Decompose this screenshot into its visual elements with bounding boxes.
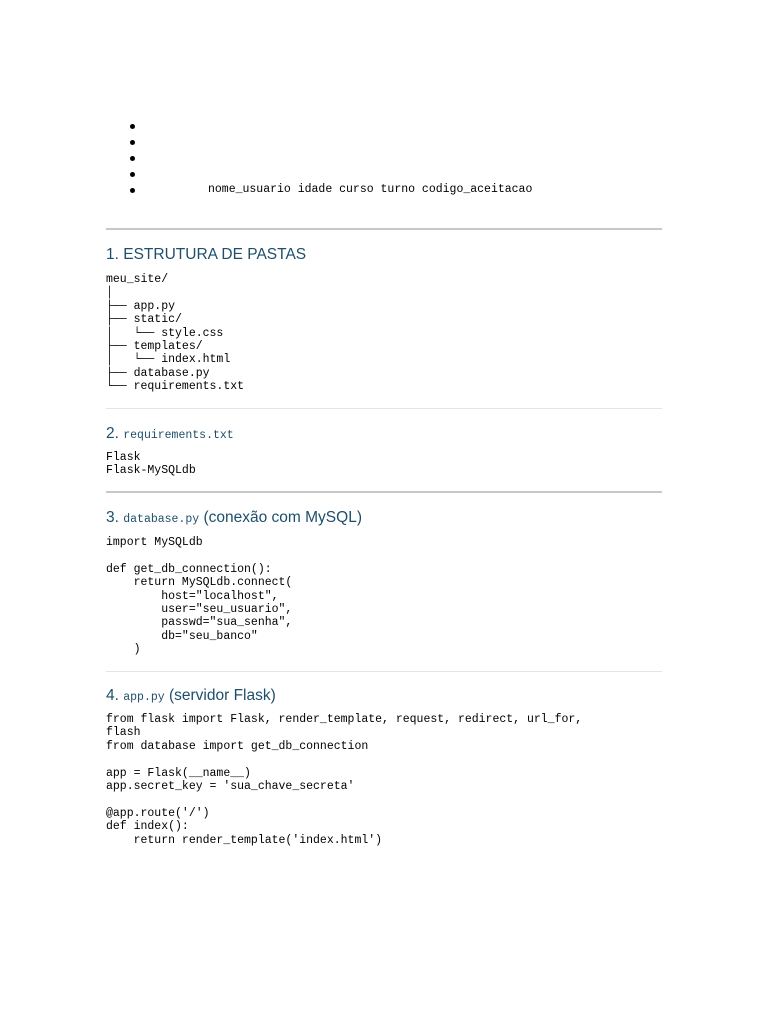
section-heading-folder-structure [106,245,306,265]
list-item [106,118,666,134]
section-divider [106,671,662,672]
section-heading-app [106,686,276,708]
section-title: ESTRUTURA DE PASTAS [123,246,307,263]
list-item [106,150,666,166]
bullet-dot [130,172,135,177]
bullet-dot [130,156,135,161]
section-number: 4. [106,687,119,704]
section-filename: app.py [123,691,165,704]
bullet-dot [130,188,135,193]
code-block-database: import MySQLdb def get_db_connection(): return MySQLdb.connect( host="localhost", user="seu_usuario", passwd="sua_senha", db="seu_banco" ) [106,536,293,657]
section-filename: requirements.txt [123,429,234,442]
bullet-dot [130,124,135,129]
code-block-folder-tree: meu_site/ │ ├── app.py ├── static/ │ └── style.css ├── templates/ │ └── index.html ├── database.py └── requirements.txt [106,273,245,394]
list-item [106,182,666,198]
list-item-text: nome_usuario idade curso turno codigo_aceitacao [208,183,533,196]
list-item [106,134,666,150]
section-filename: database.py [123,513,200,526]
bullet-list [106,118,666,198]
section-subtitle: (conexão com MySQL) [199,509,362,526]
section-heading-requirements [106,424,234,446]
code-block-requirements: Flask Flask-MySQLdb [106,451,196,478]
section-subtitle: (servidor Flask) [164,687,276,704]
section-divider [106,408,662,409]
code-block-app: from flask import Flask, render_template, request, redirect, url_for, flash from database import get_db_connection app = Flask(__name__) app.secret_key = 'sua_chave_secreta' @app.route('/') def index(): return render_template('index.html') [106,713,583,847]
section-divider [106,491,662,493]
section-divider [106,228,662,230]
list-item [106,166,666,182]
section-number: 2. [106,425,119,442]
section-number: 3. [106,509,119,526]
section-heading-database [106,508,362,530]
bullet-dot [130,140,135,145]
section-number: 1. [106,246,119,263]
